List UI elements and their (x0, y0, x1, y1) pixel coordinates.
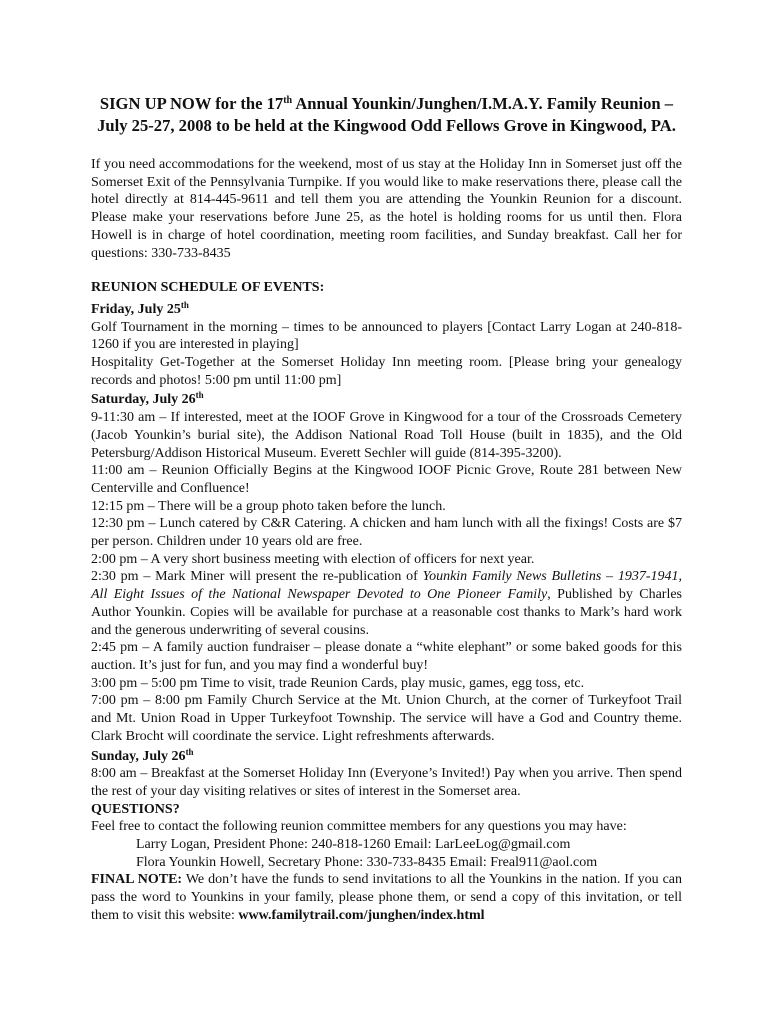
sunday-heading (91, 748, 682, 766)
title-part-1: SIGN UP NOW for the 17 (99, 94, 284, 113)
publication-title: Younkin Family News Bulletins – 1937-1941, All Eight Issues of the National Newspaper Devoted to One Pioneer Family (91, 569, 682, 603)
final-note-label: FINAL NOTE: (91, 872, 183, 888)
publication-text-after: , Published by Charles Author Younkin. Copies will be available for purchase at a reasonable cost thanks to Mark’s hard work and the generous underwriting of several cousins. (91, 587, 682, 638)
intro-paragraph: If you need accommodations for the weekend, most of us stay at the Holiday Inn in Somerset just off the Somerset Exit of the Pennsylvania Turnpike. If you would like to make reservations there, please call the hotel directly at 814-445-9611 and tell them you are attending the Younkin Reunion for a discount. Please make your reservations before June 25, as the hotel is holding rooms for us until then. Flora Howell is in charge of hotel coordination, meeting room facilities, and Sunday breakfast. Call her for questions: 330-733-8435 (91, 157, 682, 261)
title-part-2: Annual Younkin/Junghen/I.M.A.Y. Family Reunion – July 25-27, 2008 to be held at the Kingwood Odd Fellows Grove in Kingwood, PA. (97, 94, 676, 135)
saturday-event-visit: 3:00 pm – 5:00 pm Time to visit, trade Reunion Cards, play music, games, egg toss, etc. (91, 675, 585, 691)
saturday-superscript: th (195, 390, 204, 401)
website-link[interactable]: www.familytrail.com/junghen/index.html (238, 907, 485, 923)
sunday-event-breakfast: 8:00 am – Breakfast at the Somerset Holiday Inn (Everyone’s Invited!) Pay when you arrive. Then spend the rest of your day visiting relatives or sites of interest in the Somerset area. (91, 766, 682, 799)
questions-heading: QUESTIONS? (91, 801, 180, 817)
saturday-event-group-photo: 12:15 pm – There will be a group photo taken before the lunch. (91, 498, 446, 514)
sunday-label: Sunday, July 26 (91, 748, 186, 764)
questions-text: Feel free to contact the following reunion committee members for any questions you may have: (91, 819, 627, 835)
saturday-event-reunion-begins: 11:00 am – Reunion Officially Begins at the Kingwood IOOF Picnic Grove, Route 281 between New Centerville and Confluence! (91, 463, 682, 496)
saturday-label: Saturday, July 26 (91, 392, 196, 408)
final-note (91, 871, 682, 924)
schedule-heading: REUNION SCHEDULE OF EVENTS: (91, 280, 325, 296)
friday-heading (91, 301, 682, 319)
page-title (91, 93, 682, 137)
friday-event-hospitality: Hospitality Get-Together at the Somerset Holiday Inn meeting room. [Please bring your genealogy records and photos! 5:00 pm until 11:00 pm] (91, 355, 682, 388)
saturday-event-publication (91, 568, 682, 639)
friday-label: Friday, July 25 (91, 301, 181, 317)
publication-text-before: 2:30 pm – Mark Miner will present the re-publication of (91, 569, 423, 585)
saturday-event-church-service: 7:00 pm – 8:00 pm Family Church Service at the Mt. Union Church, at the corner of Turkeyfoot Trail and Mt. Union Road in Upper Turkeyfoot Township. The service will have a God and Country theme. Clark Brocht will coordinate the service. Light refreshments afterwards. (91, 693, 682, 744)
saturday-heading (91, 391, 682, 409)
final-note-text: We don’t have the funds to send invitations to all the Younkins in the nation. If you can pass the word to Younkins in your family, please phone them, or send a copy of this invitation, or tell them to visit this website: (91, 872, 682, 923)
friday-superscript: th (180, 299, 189, 310)
saturday-event-lunch: 12:30 pm – Lunch catered by C&R Catering. A chicken and ham lunch with all the fixings! Costs are $7 per person. Children under 10 years old are free. (91, 516, 682, 550)
saturday-event-business-meeting: 2:00 pm – A very short business meeting with election of officers for next year. (91, 551, 535, 567)
saturday-event-tour: 9-11:30 am – If interested, meet at the IOOF Grove in Kingwood for a tour of the Crossroads Cemetery (Jacob Younkin’s burial site), the Addison National Road Toll House (built in 1835), and the Old Petersburg/Addison Historical Museum. Everett Sechler will guide (814-395-3200). (91, 410, 682, 461)
contact-flora-howell: Flora Younkin Howell, Secretary Phone: 330-733-8435 Email: Freal911@aol.com (136, 854, 598, 870)
saturday-event-auction: 2:45 pm – A family auction fundraiser – please donate a “white elephant” or some baked goods for this auction. It’s just for fun, and you may find a wonderful buy! (91, 640, 682, 673)
sunday-superscript: th (185, 746, 194, 757)
title-superscript: th (283, 95, 293, 106)
friday-event-golf: Golf Tournament in the morning – times to be announced to players [Contact Larry Logan at 240-818-1260 if you are interested in playing] (91, 319, 682, 353)
contact-larry-logan: Larry Logan, President Phone: 240-818-1260 Email: LarLeeLog@gmail.com (136, 837, 571, 853)
